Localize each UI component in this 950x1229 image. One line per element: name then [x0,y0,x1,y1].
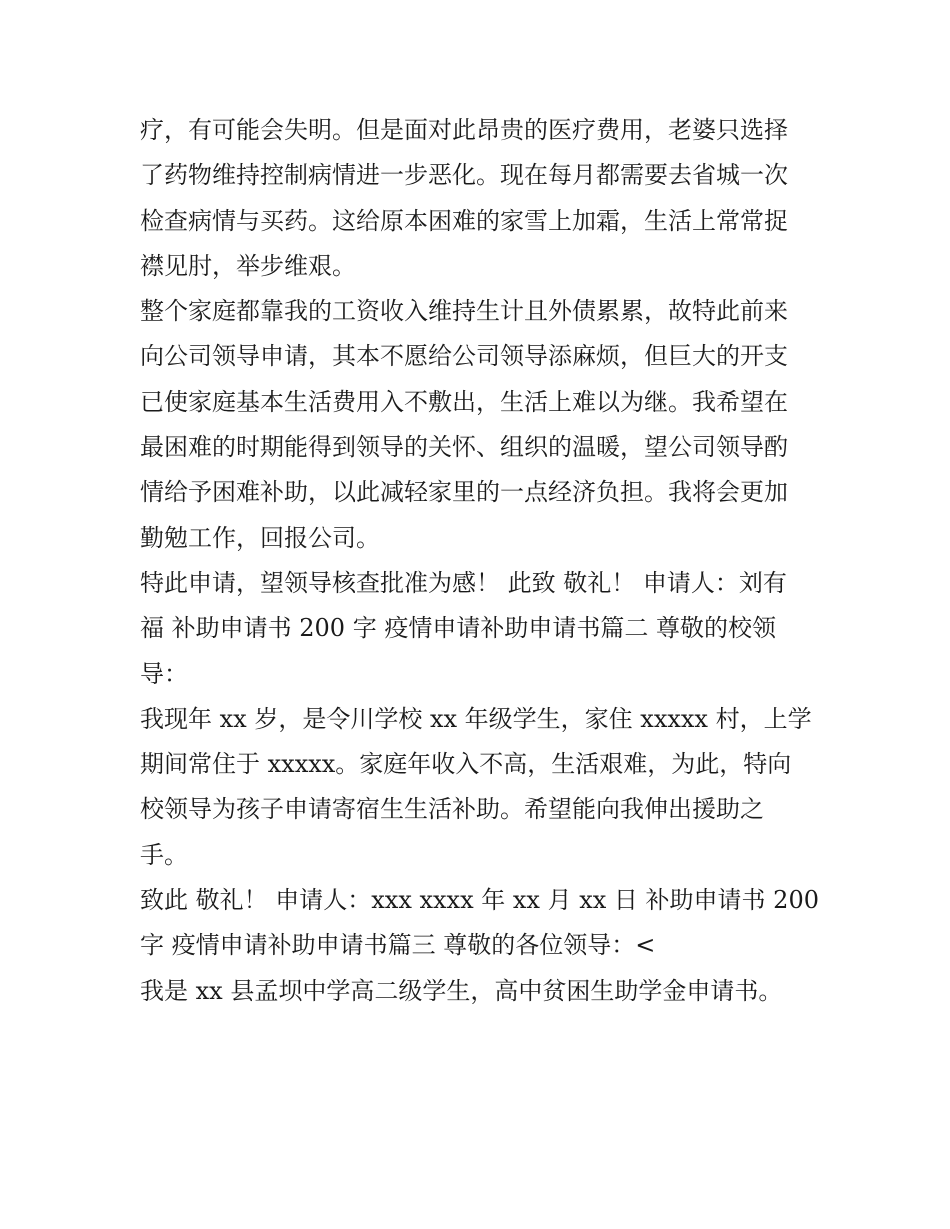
paragraph-family-income: 整个家庭都靠我的工资收入维持生计且外债累累，故特此前来 向公司领导申请，其本不愿给公司领导添麻烦，但巨大的开支 已使家庭基本生活费用入不敷出，生活上难以为继。我希望在 最困难的时期能得到领导的关怀、组织的温暖，望公司领导酌 情给予困难补助，以此减轻家里的一点经济负担。我将会更加 勤勉工作，回报公司。 [140,297,788,552]
paragraph-signature-and-third-title: 致此 敬礼！ 申请人：xxx xxxx 年 xx 月 xx 日 补助申请书 200 字 疫情申请补助申请书篇三 尊敬的各位领导：< [140,886,819,960]
paragraph-third-letter-intro: 我是 xx 县孟坝中学高二级学生，高中贫困生助学金申请书。 [140,976,783,1005]
paragraph-student-info: 我现年 xx 岁，是令川学校 xx 年级学生，家住 xxxxx 村，上学 期间常住于 xxxxx。家庭年收入不高，生活艰难，为此，特向 校领导为孩子申请寄宿生生活补助。希望能向我伸出援助之 手。 [140,704,812,869]
document-body [140,108,820,1014]
paragraph-closing-and-second-title: 特此申请，望领导核查批准为感！ 此致 敬礼！ 申请人：刘有 福 补助申请书 200 字 疫情申请补助申请书篇二 尊敬的校领 导： [140,568,787,688]
paragraph-medical-expense: 疗，有可能会失明。但是面对此昂贵的医疗费用，老婆只选择 了药物维持控制病情进一步恶化。现在每月都需要去省城一次 检查病情与买药。这给原本困难的家雪上加霜，生活上常常捉 襟见肘，举步维艰。 [140,116,788,280]
